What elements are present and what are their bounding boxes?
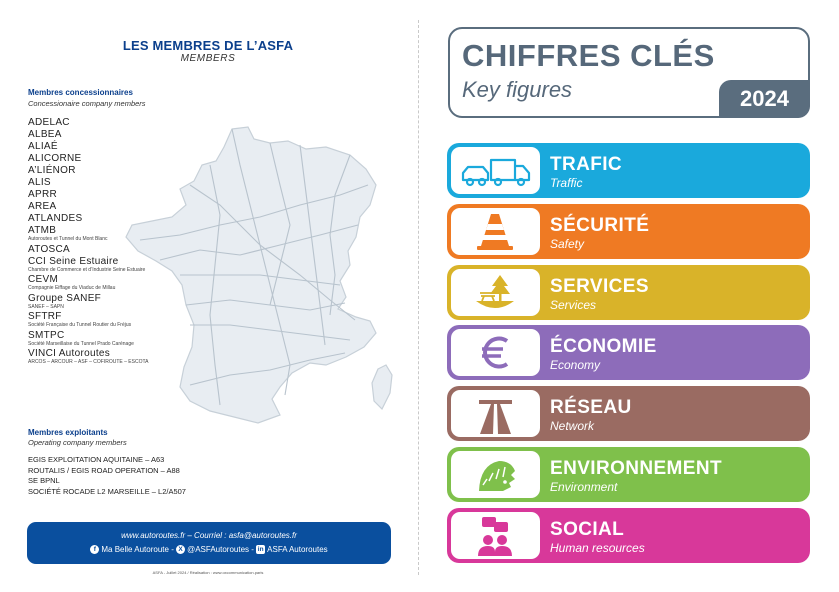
- contact-footer: [27, 522, 391, 564]
- category-environnement[interactable]: [447, 447, 810, 502]
- credit-line: ASFA - Juillet 2024 / Réalisation : www.oxcommunication.paris: [152, 570, 264, 575]
- member-cevm-note: Compagnie Eiffage du Viaduc de Millau: [28, 285, 116, 291]
- operator-item: SE BPNL: [28, 476, 60, 485]
- category-title: TRAFIC: [550, 154, 623, 175]
- category-icon-box: [451, 451, 540, 498]
- members-title: LES MEMBRES DE L’ASFA: [122, 38, 294, 53]
- category-icon-box: [451, 390, 540, 437]
- x-icon: X: [176, 545, 185, 554]
- concessionaires-heading: Membres concessionnaires: [28, 88, 133, 97]
- concessionaires-subheading: Concessionaire company members: [28, 99, 146, 108]
- traffic-cone-icon: [451, 208, 540, 255]
- mail-label: Courriel :: [194, 531, 229, 540]
- category-icon-box: [451, 269, 540, 316]
- member-vinci: VINCI Autoroutes: [28, 348, 111, 359]
- category-subtitle: Human resources: [550, 541, 645, 555]
- separator: -: [171, 545, 177, 554]
- category-social[interactable]: [447, 508, 810, 563]
- category-reseau[interactable]: [447, 386, 810, 441]
- category-title: SERVICES: [550, 276, 649, 297]
- member-sanef-note: SANEF – SAPN: [28, 303, 64, 310]
- member-atosca: ATOSCA: [28, 243, 70, 255]
- category-icon-box: [451, 208, 540, 255]
- category-title: ENVIRONNEMENT: [550, 458, 722, 479]
- operator-item: EGIS EXPLOITATION AQUITAINE – A63: [28, 455, 165, 464]
- key-figures-subtitle: Key figures: [462, 77, 573, 102]
- category-icon-box: [451, 147, 540, 194]
- rest-area-tree-icon: [451, 269, 540, 316]
- linkedin-link[interactable]: ASFA Autoroutes: [267, 545, 328, 554]
- member-smtpc: SMTPC: [28, 329, 65, 341]
- highway-road-icon: [451, 390, 540, 437]
- category-title: SOCIAL: [550, 519, 625, 540]
- category-title: RÉSEAU: [550, 397, 632, 418]
- member-alicorne: ALICORNE: [28, 153, 82, 164]
- member-cci-note: Chambre de Commerce et d’Industrie Seine Estuaire: [28, 266, 146, 273]
- corsica-shape: [372, 365, 392, 409]
- category-services[interactable]: [447, 265, 810, 320]
- member-smtpc-note: Société Marseillaise du Tunnel Prado Carénage: [28, 340, 134, 347]
- member-vinci-note: ARCOS – ARCOUR – ASF – COFIROUTE – ESCOTA: [28, 359, 149, 365]
- category-icon-box: [451, 512, 540, 559]
- category-title: SÉCURITÉ: [550, 215, 650, 236]
- website-link[interactable]: www.autoroutes.fr: [121, 531, 186, 540]
- category-icon-box: [451, 329, 540, 376]
- member-sanef: Groupe SANEF: [28, 292, 102, 304]
- facebook-link[interactable]: Ma Belle Autoroute: [101, 545, 169, 554]
- member-sftrf-note: Société Française du Tunnel Routier du Fréjus: [28, 322, 132, 328]
- member-alis: ALIS: [28, 177, 51, 188]
- category-subtitle: Economy: [550, 358, 601, 372]
- category-subtitle: Network: [550, 419, 595, 433]
- member-alienor: A’LIÉNOR: [28, 165, 76, 176]
- social-line: [27, 545, 391, 554]
- key-figures-title: CHIFFRES CLÉS: [462, 38, 715, 73]
- category-subtitle: Services: [550, 298, 597, 312]
- separator: –: [187, 531, 195, 540]
- operator-item: SOCIÉTÉ ROCADE L2 MARSEILLE – L2/A507: [28, 486, 186, 496]
- member-cci: CCI Seine Estuaire: [28, 255, 119, 267]
- euro-icon: [451, 329, 540, 376]
- operators-subheading: Operating company members: [28, 438, 127, 447]
- concessionaire-members-list: [28, 117, 228, 367]
- operators-heading: Membres exploitants: [28, 428, 108, 437]
- operator-item: ROUTALIS / EGIS ROAD OPERATION – A88: [28, 465, 180, 475]
- truck-and-car-icon: [451, 147, 540, 194]
- member-albea: ALBEA: [28, 129, 62, 140]
- contact-line: [27, 531, 391, 540]
- member-aprr: APRR: [28, 189, 57, 200]
- member-cevm: CEVM: [28, 274, 59, 285]
- email-link[interactable]: asfa@autoroutes.fr: [228, 531, 297, 540]
- member-atmb: ATMB: [28, 225, 57, 236]
- member-area: AREA: [28, 201, 57, 212]
- member-aliae: ALIAÉ: [28, 141, 58, 152]
- member-atmb-note: Autoroutes et Tunnel du Mont Blanc: [28, 236, 108, 242]
- members-subtitle: MEMBERS: [180, 53, 236, 64]
- member-adelac: ADELAC: [28, 117, 70, 128]
- category-title: ÉCONOMIE: [550, 336, 657, 357]
- category-securite[interactable]: [447, 204, 810, 259]
- page-divider: [418, 20, 419, 575]
- category-subtitle: Traffic: [550, 176, 583, 190]
- operating-members-list: [28, 455, 288, 497]
- separator: -: [251, 545, 257, 554]
- facebook-icon: f: [90, 545, 99, 554]
- year-label: 2024: [740, 86, 789, 111]
- category-economie[interactable]: [447, 325, 810, 380]
- hedgehog-icon: [451, 451, 540, 498]
- category-trafic[interactable]: [447, 143, 810, 198]
- member-sftrf: SFTRF: [28, 311, 62, 322]
- people-chat-icon: [451, 512, 540, 559]
- member-atlandes: ATLANDES: [28, 213, 83, 224]
- category-subtitle: Safety: [550, 237, 585, 251]
- category-subtitle: Environment: [550, 480, 618, 494]
- linkedin-icon: in: [257, 546, 264, 554]
- x-link[interactable]: @ASFAutoroutes: [187, 545, 250, 554]
